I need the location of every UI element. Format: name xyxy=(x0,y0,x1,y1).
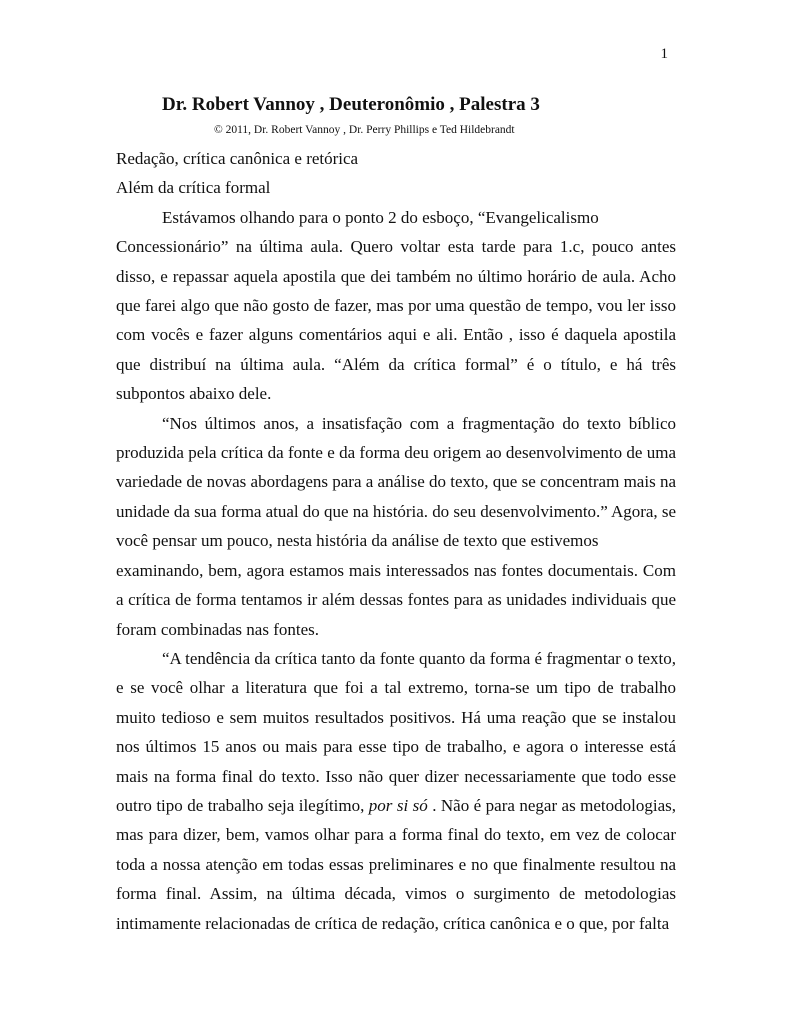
document-title: Dr. Robert Vannoy , Deuteronômio , Palestra 3 xyxy=(162,94,540,115)
text-segment: outro tipo de trabalho seja ilegítimo, xyxy=(116,795,369,815)
paragraph-1 xyxy=(116,203,676,409)
body-text xyxy=(116,144,676,938)
text-line: forma final. Assim, na última década, vimos o surgimento de metodologias xyxy=(116,884,676,904)
page-number: 1 xyxy=(660,46,668,62)
text-line: Concessionário” na última aula. Quero voltar esta tarde para 1.c, pouco antes xyxy=(116,237,676,257)
text-line-with-italic xyxy=(116,791,676,820)
text-line: unidade da sua forma atual do que na história. do seu desenvolvimento.” Agora, se xyxy=(116,501,676,521)
copyright-line: © 2011, Dr. Robert Vannoy , Dr. Perry Phillips e Ted Hildebrandt xyxy=(214,124,515,136)
subsection-heading: Além da crítica formal xyxy=(116,178,271,198)
italic-phrase: por si só xyxy=(368,795,428,815)
text-line: mais na forma final do texto. Isso não quer dizer necessariamente que todo esse xyxy=(116,766,676,786)
text-line: a crítica de forma tentamos ir além dessas fontes para as unidades individuais que xyxy=(116,590,676,610)
text-line: “Nos últimos anos, a insatisfação com a fragmentação do texto bíblico xyxy=(162,413,676,433)
text-line: produzida pela crítica da fonte e da forma deu origem ao desenvolvimento de uma xyxy=(116,443,676,463)
text-line: disso, e repassar aquela apostila que dei também no último horário de aula. Acho xyxy=(116,266,676,286)
paragraph-2 xyxy=(116,409,676,644)
text-line: foram combinadas nas fontes. xyxy=(116,619,319,639)
text-line: você pensar um pouco, nesta história da análise de texto que estivemos xyxy=(116,531,599,551)
text-line: mas para dizer, bem, vamos olhar para a forma final do texto, em vez de colocar xyxy=(116,825,676,845)
text-segment: . Não é para negar as metodologias, xyxy=(427,795,676,815)
text-line: muito tedioso e sem muitos resultados positivos. Há uma reação que se instalou xyxy=(116,707,676,727)
text-line: que distribuí na última aula. “Além da crítica formal” é o título, e há três xyxy=(116,354,676,374)
text-line: intimamente relacionadas de crítica de redação, crítica canônica e o que, por falta xyxy=(116,913,670,933)
text-line: Estávamos olhando para o ponto 2 do esboço, “Evangelicalismo xyxy=(162,207,599,227)
text-line: e se você olhar a literatura que foi a tal extremo, torna-se um tipo de trabalho xyxy=(116,678,676,698)
section-heading: Redação, crítica canônica e retórica xyxy=(116,149,359,168)
text-line: nos últimos 15 anos ou mais para esse tipo de trabalho, e agora o interesse está xyxy=(116,737,676,757)
text-line: com vocês e fazer alguns comentários aqui e ali. Então , isso é daquela apostila xyxy=(116,325,676,345)
text-line: examinando, bem, agora estamos mais interessados nas fontes documentais. Com xyxy=(116,560,676,580)
text-line: “A tendência da crítica tanto da fonte quanto da forma é fragmentar o texto, xyxy=(162,648,676,668)
text-line: toda a nossa atenção em todas essas preliminares e no que finalmente resultou na xyxy=(116,854,676,874)
text-line: subpontos abaixo dele. xyxy=(116,384,272,404)
text-line: variedade de novas abordagens para a análise do texto, que se concentram mais na xyxy=(116,472,676,492)
text-line: que farei algo que não gosto de fazer, mas por uma questão de tempo, vou ler isso xyxy=(116,296,676,316)
paragraph-3 xyxy=(116,644,676,938)
